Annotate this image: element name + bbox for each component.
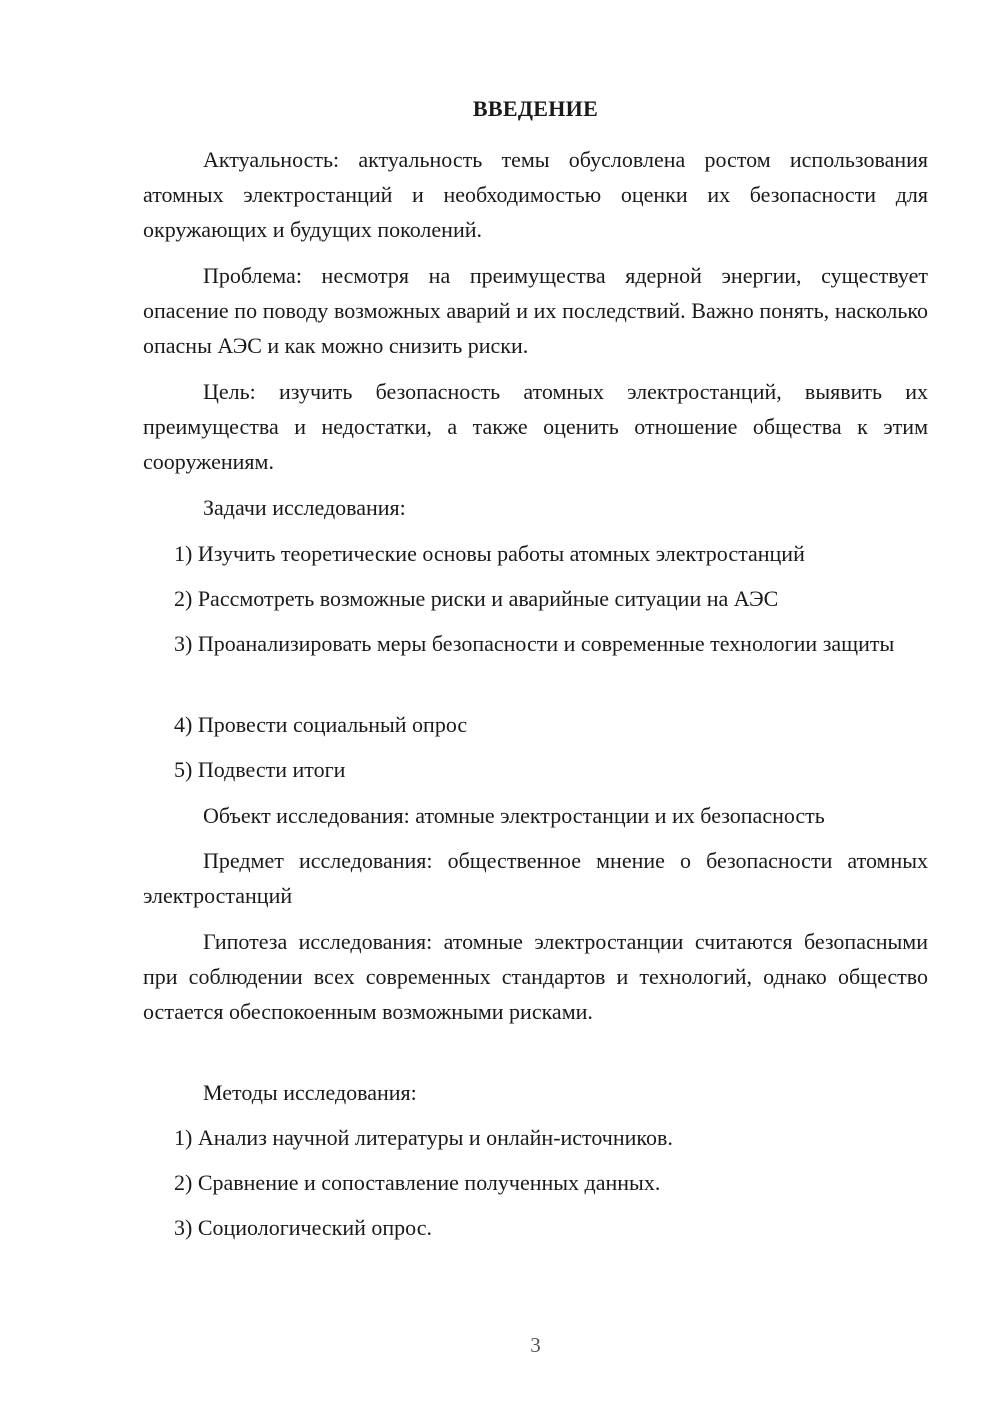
goal-paragraph: Цель: изучить безопасность атомных электростанций, выявить их преимущества и недостатки, а также оценить отношение общества к этим сооружениям. (143, 379, 928, 474)
subject-paragraph: Предмет исследования: общественное мнение о безопасности атомных электростанций (143, 848, 928, 908)
object-paragraph: Объект исследования: атомные электростанции и их безопасность (203, 803, 825, 828)
task-item-4: 4) Провести социальный опрос (174, 712, 468, 737)
method-item-1: 1) Анализ научной литературы и онлайн-источников. (174, 1125, 673, 1150)
method-item-3: 3) Социологический опрос. (174, 1215, 432, 1240)
section-title: ВВЕДЕНИЕ (472, 96, 599, 121)
methods-heading: Методы исследования: (203, 1080, 417, 1105)
page-number: 3 (530, 1333, 541, 1357)
task-item-2: 2) Рассмотреть возможные риски и аварийные ситуации на АЭС (174, 586, 779, 611)
task-item-3: 3) Проанализировать меры безопасности и современные технологии защиты (174, 631, 895, 656)
tasks-heading: Задачи исследования: (203, 495, 406, 520)
relevance-paragraph: Актуальность: актуальность темы обусловлена ростом использования атомных электростанций и необходимостью оценки их безопасности для окружающих и будущих поколений. (143, 147, 928, 242)
document-page (143, 0, 928, 1414)
task-item-1: 1) Изучить теоретические основы работы атомных электростанций (174, 541, 805, 566)
method-item-2: 2) Сравнение и сопоставление полученных данных. (174, 1170, 661, 1195)
task-item-5: 5) Подвести итоги (174, 757, 346, 782)
hypothesis-paragraph: Гипотеза исследования: атомные электростанции считаются безопасными при соблюдении всех современных стандартов и технологий, однако общество остается обеспокоенным возможными рисками. (143, 929, 928, 1024)
problem-paragraph: Проблема: несмотря на преимущества ядерной энергии, существует опасение по поводу возможных аварий и их последствий. Важно понять, насколько опасны АЭС и как можно снизить риски. (143, 263, 928, 358)
